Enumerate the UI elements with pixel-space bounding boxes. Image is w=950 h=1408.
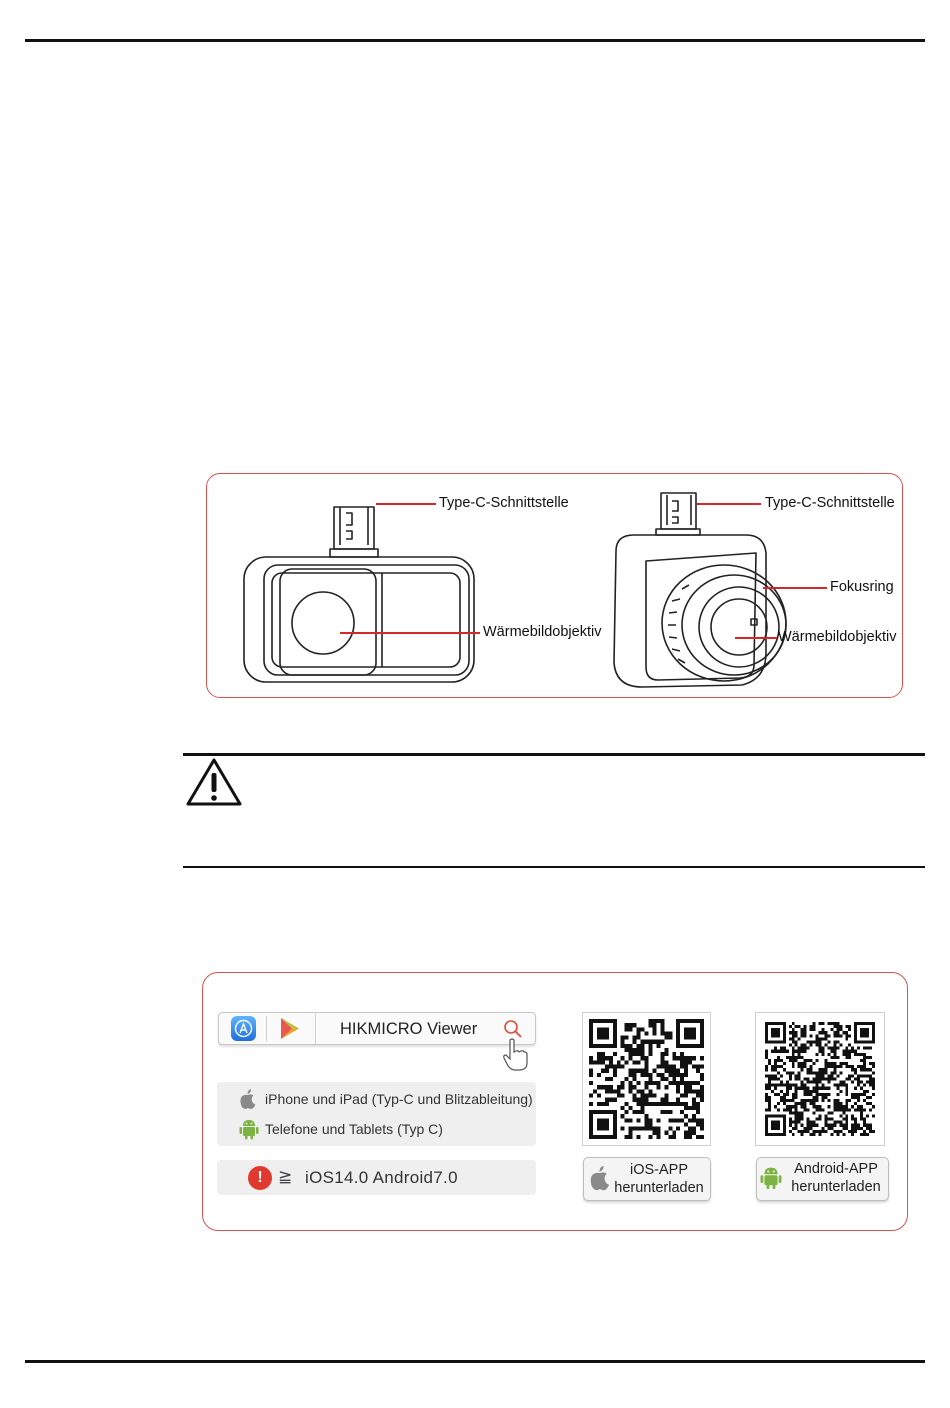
alert-icon: !: [248, 1166, 272, 1190]
leader-line: [376, 503, 436, 505]
warning-icon: [185, 757, 243, 807]
search-divider: [315, 1013, 316, 1044]
ios-download-line2: herunterladen: [614, 1180, 704, 1196]
warning-top-rule: [183, 753, 925, 756]
apple-icon: [589, 1163, 611, 1193]
android-download-label[interactable]: [784, 1160, 888, 1196]
android-download-line2: herunterladen: [791, 1179, 881, 1195]
leader-line: [735, 637, 777, 639]
pointer-hand-icon: [500, 1036, 530, 1072]
right-connector-label: Type-C-Schnittstelle: [765, 495, 895, 511]
ios-download-label[interactable]: [611, 1161, 707, 1197]
android-devices-text: Telefone und Tablets (Typ C): [265, 1121, 443, 1137]
ios-qr-code: [589, 1019, 704, 1139]
leader-line: [340, 632, 480, 634]
right-device-drawing: [614, 493, 786, 687]
leader-line: [697, 503, 761, 505]
ios-download-line1: iOS-APP: [629, 1162, 688, 1178]
apple-icon: [239, 1088, 257, 1110]
right-lens-label: Wärmebildobjektiv: [778, 629, 897, 645]
android-icon: [760, 1165, 782, 1190]
app-store-icon[interactable]: [231, 1016, 256, 1041]
left-connector-label: Type-C-Schnittstelle: [439, 495, 569, 511]
store-divider: [266, 1016, 267, 1041]
version-requirement-text: iOS14.0 Android7.0: [305, 1168, 458, 1187]
header-rule: [25, 39, 925, 42]
google-play-icon[interactable]: [277, 1016, 302, 1041]
ios-devices-text: iPhone und iPad (Typ-C und Blitzableitung): [265, 1091, 533, 1107]
left-lens-label: Wärmebildobjektiv: [483, 624, 602, 640]
android-icon: [239, 1118, 259, 1140]
version-symbol: ≧: [278, 1167, 293, 1187]
focus-ring-label: Fokusring: [830, 579, 894, 595]
warning-bottom-rule: [183, 866, 925, 868]
search-query-text[interactable]: HIKMICRO Viewer: [340, 1020, 478, 1038]
left-device-drawing: [244, 507, 474, 682]
android-download-line1: Android-APP: [794, 1161, 878, 1177]
android-qr-code: [765, 1022, 875, 1136]
footer-rule: [25, 1360, 925, 1363]
leader-line: [763, 587, 827, 589]
